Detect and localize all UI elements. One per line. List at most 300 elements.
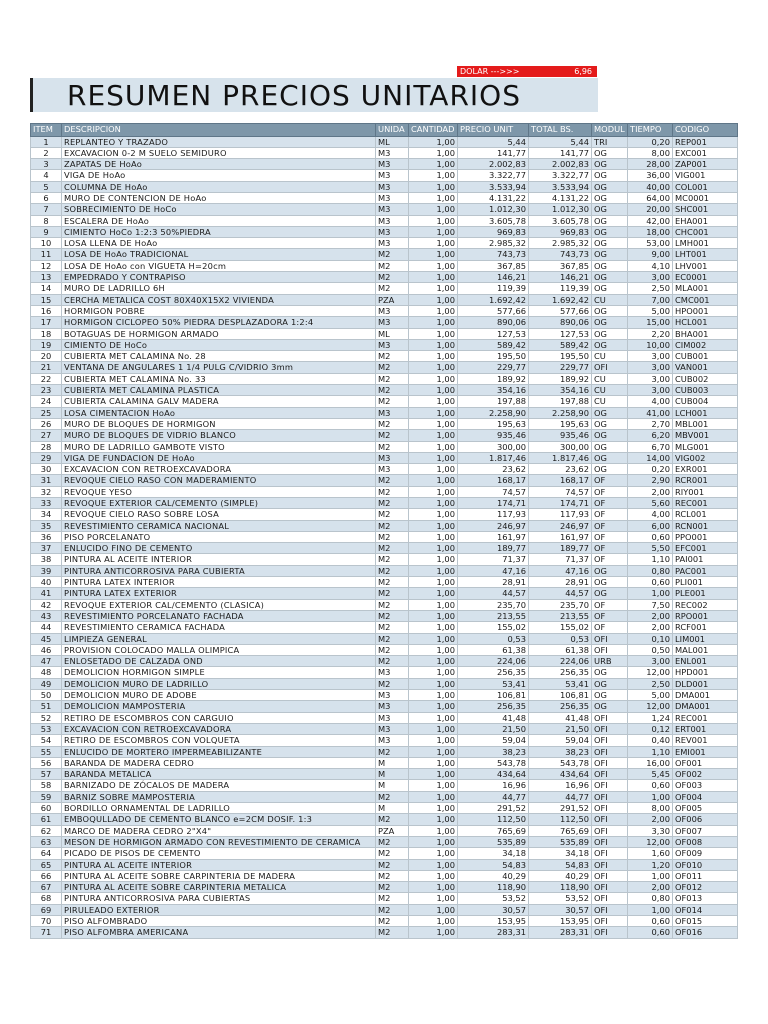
cell-time: 2,20 — [628, 328, 673, 339]
cell-quantity: 1,00 — [409, 656, 458, 667]
cell-description: LOSA DE HoAo TRADICIONAL — [62, 249, 376, 260]
cell-module: CU — [592, 373, 628, 384]
cell-quantity: 1,00 — [409, 226, 458, 237]
cell-time: 12,00 — [628, 667, 673, 678]
table-row — [31, 226, 738, 237]
cell-item: 63 — [31, 836, 62, 847]
cell-unit: M2 — [376, 385, 409, 396]
cell-total: 189,92 — [529, 373, 592, 384]
cell-total: 53,41 — [529, 678, 592, 689]
cell-item: 17 — [31, 317, 62, 328]
page-title: RESUMEN PRECIOS UNITARIOS — [67, 79, 521, 112]
cell-description: CUBIERTA MET CALAMINA PLASTICA — [62, 385, 376, 396]
cell-unit-price: 213,55 — [458, 610, 529, 621]
cell-unit-price: 155,02 — [458, 622, 529, 633]
cell-description: ENLOSETADO DE CALZADA OND — [62, 656, 376, 667]
cell-time: 0,60 — [628, 780, 673, 791]
cell-module: OG — [592, 678, 628, 689]
cell-unit-price: 59,04 — [458, 735, 529, 746]
cell-total: 5,44 — [529, 136, 592, 147]
cell-total: 153,95 — [529, 915, 592, 926]
cell-module: OG — [592, 317, 628, 328]
cell-module: OFI — [592, 825, 628, 836]
cell-module: OF — [592, 531, 628, 542]
cell-code: MBL001 — [673, 418, 738, 429]
table-row — [31, 249, 738, 260]
table-row — [31, 464, 738, 475]
cell-module: OG — [592, 249, 628, 260]
cell-quantity: 1,00 — [409, 373, 458, 384]
cell-total: 2.985,32 — [529, 238, 592, 249]
cell-item: 11 — [31, 249, 62, 260]
cell-unit: M2 — [376, 475, 409, 486]
cell-code: DMA001 — [673, 701, 738, 712]
cell-module: OF — [592, 498, 628, 509]
table-row — [31, 317, 738, 328]
table-row — [31, 633, 738, 644]
cell-item: 30 — [31, 464, 62, 475]
cell-code: OF011 — [673, 870, 738, 881]
cell-quantity: 1,00 — [409, 283, 458, 294]
cell-unit: M2 — [376, 272, 409, 283]
table-row — [31, 554, 738, 565]
cell-code: OF013 — [673, 893, 738, 904]
cell-item: 65 — [31, 859, 62, 870]
cell-total: 1.692,42 — [529, 294, 592, 305]
cell-module: CU — [592, 294, 628, 305]
cell-total: 935,46 — [529, 430, 592, 441]
cell-quantity: 1,00 — [409, 735, 458, 746]
table-row — [31, 159, 738, 170]
cell-item: 58 — [31, 780, 62, 791]
cell-module: OG — [592, 407, 628, 418]
cell-total: 543,78 — [529, 757, 592, 768]
cell-description: BARANDA DE MADERA CEDRO — [62, 757, 376, 768]
cell-quantity: 1,00 — [409, 780, 458, 791]
cell-time: 2,70 — [628, 418, 673, 429]
cell-total: 229,77 — [529, 362, 592, 373]
cell-item: 19 — [31, 339, 62, 350]
cell-item: 5 — [31, 181, 62, 192]
table-row — [31, 825, 738, 836]
cell-module: CU — [592, 385, 628, 396]
cell-description: VIGA DE FUNDACION DE HoAo — [62, 452, 376, 463]
cell-quantity: 1,00 — [409, 644, 458, 655]
cell-time: 0,60 — [628, 915, 673, 926]
cell-description: MURO DE CONTENCION DE HoAo — [62, 192, 376, 203]
cell-unit: M2 — [376, 622, 409, 633]
col-header-unit: UNIDA — [376, 124, 409, 137]
cell-item: 31 — [31, 475, 62, 486]
cell-description: MARCO DE MADERA CEDRO 2"X4" — [62, 825, 376, 836]
cell-code: OF007 — [673, 825, 738, 836]
col-header-time: TIEMPO — [628, 124, 673, 137]
cell-description: PICADO DE PISOS DE CEMENTO — [62, 848, 376, 859]
col-header-item: ITEM — [31, 124, 62, 137]
cell-description: DEMOLICION MAMPOSTERIA — [62, 701, 376, 712]
cell-unit-price: 117,93 — [458, 509, 529, 520]
cell-item: 55 — [31, 746, 62, 757]
cell-item: 44 — [31, 622, 62, 633]
cell-total: 119,39 — [529, 283, 592, 294]
cell-item: 25 — [31, 407, 62, 418]
cell-quantity: 1,00 — [409, 554, 458, 565]
cell-item: 29 — [31, 452, 62, 463]
cell-time: 53,00 — [628, 238, 673, 249]
table-row — [31, 588, 738, 599]
cell-time: 2,50 — [628, 678, 673, 689]
cell-unit: M3 — [376, 723, 409, 734]
cell-description: PINTURA ANTICORROSIVA PARA CUBIERTA — [62, 565, 376, 576]
cell-unit-price: 21,50 — [458, 723, 529, 734]
cell-module: OG — [592, 147, 628, 158]
cell-description: ENLUCIDO FINO DE CEMENTO — [62, 543, 376, 554]
cell-code: MAL001 — [673, 644, 738, 655]
cell-item: 57 — [31, 769, 62, 780]
cell-total: 195,50 — [529, 351, 592, 362]
table-row — [31, 791, 738, 802]
cell-item: 39 — [31, 565, 62, 576]
cell-quantity: 1,00 — [409, 396, 458, 407]
cell-unit: PZA — [376, 825, 409, 836]
cell-description: CIMIENTO HoCo 1:2:3 50%PIEDRA — [62, 226, 376, 237]
cell-code: LCH001 — [673, 407, 738, 418]
cell-unit-price: 44,77 — [458, 791, 529, 802]
cell-time: 7,00 — [628, 294, 673, 305]
cell-module: OFI — [592, 836, 628, 847]
cell-unit-price: 71,37 — [458, 554, 529, 565]
cell-total: 765,69 — [529, 825, 592, 836]
cell-description: LIMPIEZA GENERAL — [62, 633, 376, 644]
cell-description: RETIRO DE ESCOMBROS CON CARGUIO — [62, 712, 376, 723]
table-row — [31, 723, 738, 734]
cell-description: CUBIERTA MET CALAMINA No. 28 — [62, 351, 376, 362]
cell-quantity: 1,00 — [409, 520, 458, 531]
cell-description: PINTURA LATEX EXTERIOR — [62, 588, 376, 599]
cell-time: 1,00 — [628, 870, 673, 881]
cell-code: CHC001 — [673, 226, 738, 237]
cell-module: OG — [592, 577, 628, 588]
dollar-rate-label: DOLAR --->>> — [460, 67, 520, 76]
cell-total: 59,04 — [529, 735, 592, 746]
cell-total: 246,97 — [529, 520, 592, 531]
cell-item: 67 — [31, 882, 62, 893]
cell-total: 117,93 — [529, 509, 592, 520]
table-row — [31, 238, 738, 249]
table-row — [31, 475, 738, 486]
cell-description: PINTURA ANTICORROSIVA PARA CUBIERTAS — [62, 893, 376, 904]
table-row — [31, 814, 738, 825]
cell-unit-price: 146,21 — [458, 272, 529, 283]
cell-unit-price: 4.131,22 — [458, 192, 529, 203]
table-row — [31, 915, 738, 926]
cell-code: OF009 — [673, 848, 738, 859]
cell-description: CERCHA METALICA COST 80X40X15X2 VIVIENDA — [62, 294, 376, 305]
cell-unit-price: 434,64 — [458, 769, 529, 780]
cell-time: 8,00 — [628, 803, 673, 814]
cell-unit: PZA — [376, 294, 409, 305]
cell-item: 48 — [31, 667, 62, 678]
cell-total: 40,29 — [529, 870, 592, 881]
cell-time: 5,00 — [628, 690, 673, 701]
cell-unit-price: 543,78 — [458, 757, 529, 768]
cell-module: OF — [592, 622, 628, 633]
cell-module: OG — [592, 441, 628, 452]
cell-code: EMI001 — [673, 746, 738, 757]
cell-total: 283,31 — [529, 927, 592, 938]
cell-unit-price: 30,57 — [458, 904, 529, 915]
cell-unit: M2 — [376, 509, 409, 520]
cell-quantity: 1,00 — [409, 757, 458, 768]
cell-unit-price: 935,46 — [458, 430, 529, 441]
table-row — [31, 204, 738, 215]
cell-module: OG — [592, 339, 628, 350]
cell-unit: M2 — [376, 746, 409, 757]
cell-time: 9,00 — [628, 249, 673, 260]
cell-total: 74,57 — [529, 486, 592, 497]
table-row — [31, 870, 738, 881]
cell-unit: M — [376, 803, 409, 814]
cell-total: 291,52 — [529, 803, 592, 814]
cell-description: VIGA DE HoAo — [62, 170, 376, 181]
cell-time: 4,00 — [628, 509, 673, 520]
cell-quantity: 1,00 — [409, 701, 458, 712]
cell-unit: M2 — [376, 418, 409, 429]
table-row — [31, 543, 738, 554]
cell-code: CUB001 — [673, 351, 738, 362]
cell-unit-price: 1.012,30 — [458, 204, 529, 215]
cell-unit: M2 — [376, 351, 409, 362]
cell-unit: M3 — [376, 181, 409, 192]
cell-module: OG — [592, 159, 628, 170]
cell-description: REVOQUE YESO — [62, 486, 376, 497]
cell-description: PINTURA AL ACEITE SOBRE CARPINTERIA METALICA — [62, 882, 376, 893]
cell-quantity: 1,00 — [409, 362, 458, 373]
cell-code: CIM002 — [673, 339, 738, 350]
cell-code: OF014 — [673, 904, 738, 915]
cell-unit: M2 — [376, 882, 409, 893]
cell-item: 69 — [31, 904, 62, 915]
cell-unit-price: 229,77 — [458, 362, 529, 373]
cell-code: LHV001 — [673, 260, 738, 271]
cell-module: OFI — [592, 791, 628, 802]
cell-description: PISO ALFOMBRADO — [62, 915, 376, 926]
cell-total: 146,21 — [529, 272, 592, 283]
cell-description: REVOQUE EXTERIOR CAL/CEMENTO (SIMPLE) — [62, 498, 376, 509]
cell-description: BARANDA METALICA — [62, 769, 376, 780]
cell-item: 60 — [31, 803, 62, 814]
cell-quantity: 1,00 — [409, 136, 458, 147]
cell-unit: M3 — [376, 690, 409, 701]
cell-module: OFI — [592, 362, 628, 373]
cell-code: EFC001 — [673, 543, 738, 554]
cell-total: 256,35 — [529, 667, 592, 678]
cell-total: 3.605,78 — [529, 215, 592, 226]
cell-unit-price: 34,18 — [458, 848, 529, 859]
cell-module: OF — [592, 543, 628, 554]
table-row — [31, 803, 738, 814]
cell-time: 2,00 — [628, 622, 673, 633]
cell-total: 38,23 — [529, 746, 592, 757]
table-row — [31, 678, 738, 689]
cell-unit-price: 189,92 — [458, 373, 529, 384]
table-row — [31, 757, 738, 768]
cell-code: PAC001 — [673, 565, 738, 576]
cell-unit-price: 256,35 — [458, 701, 529, 712]
cell-time: 1,00 — [628, 791, 673, 802]
cell-code: OF001 — [673, 757, 738, 768]
cell-description: REVESTIMIENTO CERAMICA FACHADA — [62, 622, 376, 633]
cell-description: VENTANA DE ANGULARES 1 1/4 PULG C/VIDRIO 3mm — [62, 362, 376, 373]
cell-time: 0,60 — [628, 577, 673, 588]
cell-item: 2 — [31, 147, 62, 158]
cell-item: 15 — [31, 294, 62, 305]
cell-module: OG — [592, 283, 628, 294]
dollar-rate-value: 6,96 — [574, 67, 592, 76]
table-row — [31, 260, 738, 271]
cell-item: 4 — [31, 170, 62, 181]
table-row — [31, 882, 738, 893]
cell-time: 1,00 — [628, 904, 673, 915]
cell-description: REVOQUE EXTERIOR CAL/CEMENTO (CLASICA) — [62, 599, 376, 610]
cell-code: OF005 — [673, 803, 738, 814]
cell-unit: M3 — [376, 712, 409, 723]
cell-description: EMBOQULLADO DE CEMENTO BLANCO e=2CM DOSIF. 1:3 — [62, 814, 376, 825]
table-row — [31, 927, 738, 938]
table-row — [31, 735, 738, 746]
cell-unit-price: 53,41 — [458, 678, 529, 689]
cell-quantity: 1,00 — [409, 294, 458, 305]
cell-time: 18,00 — [628, 226, 673, 237]
cell-total: 161,97 — [529, 531, 592, 542]
cell-total: 256,35 — [529, 701, 592, 712]
cell-quantity: 1,00 — [409, 407, 458, 418]
cell-time: 16,00 — [628, 757, 673, 768]
cell-item: 6 — [31, 192, 62, 203]
cell-module: OF — [592, 610, 628, 621]
cell-code: BHA001 — [673, 328, 738, 339]
table-row — [31, 192, 738, 203]
cell-quantity: 1,00 — [409, 678, 458, 689]
cell-code: HCL001 — [673, 317, 738, 328]
cell-total: 4.131,22 — [529, 192, 592, 203]
cell-description: SOBRECIMIENTO DE HoCo — [62, 204, 376, 215]
cell-unit-price: 195,63 — [458, 418, 529, 429]
cell-module: OFI — [592, 746, 628, 757]
cell-unit: M3 — [376, 701, 409, 712]
cell-item: 18 — [31, 328, 62, 339]
cell-quantity: 1,00 — [409, 159, 458, 170]
table-row — [31, 893, 738, 904]
cell-unit-price: 354,16 — [458, 385, 529, 396]
cell-item: 66 — [31, 870, 62, 881]
cell-item: 3 — [31, 159, 62, 170]
cell-unit-price: 23,62 — [458, 464, 529, 475]
cell-module: OG — [592, 226, 628, 237]
cell-time: 12,00 — [628, 836, 673, 847]
cell-description: ESCALERA DE HoAo — [62, 215, 376, 226]
cell-unit: M3 — [376, 215, 409, 226]
cell-unit: M2 — [376, 633, 409, 644]
cell-code: PLI001 — [673, 577, 738, 588]
cell-time: 1,24 — [628, 712, 673, 723]
cell-quantity: 1,00 — [409, 441, 458, 452]
cell-description: ENLUCIDO DE MORTERO IMPERMEABILIZANTE — [62, 746, 376, 757]
cell-unit: M2 — [376, 848, 409, 859]
cell-quantity: 1,00 — [409, 486, 458, 497]
cell-code: PPO001 — [673, 531, 738, 542]
cell-total: 44,77 — [529, 791, 592, 802]
cell-quantity: 1,00 — [409, 351, 458, 362]
table-header-row — [31, 124, 738, 137]
cell-time: 40,00 — [628, 181, 673, 192]
cell-total: 106,81 — [529, 690, 592, 701]
cell-item: 38 — [31, 554, 62, 565]
table-row — [31, 848, 738, 859]
table-row — [31, 339, 738, 350]
cell-description: MURO DE BLOQUES DE HORMIGON — [62, 418, 376, 429]
cell-total: 2.258,90 — [529, 407, 592, 418]
cell-unit: M3 — [376, 407, 409, 418]
cell-item: 68 — [31, 893, 62, 904]
cell-unit-price: 765,69 — [458, 825, 529, 836]
cell-total: 300,00 — [529, 441, 592, 452]
cell-unit: M2 — [376, 520, 409, 531]
col-header-description: DESCRIPCION — [62, 124, 376, 137]
cell-total: 54,83 — [529, 859, 592, 870]
cell-time: 0,12 — [628, 723, 673, 734]
table-row — [31, 170, 738, 181]
cell-quantity: 1,00 — [409, 418, 458, 429]
cell-description: HORMIGON POBRE — [62, 305, 376, 316]
cell-code: EC0001 — [673, 272, 738, 283]
cell-total: 589,42 — [529, 339, 592, 350]
cell-code: RCN001 — [673, 520, 738, 531]
cell-time: 0,60 — [628, 531, 673, 542]
table-row — [31, 622, 738, 633]
cell-time: 20,00 — [628, 204, 673, 215]
cell-item: 41 — [31, 588, 62, 599]
cell-total: 743,73 — [529, 249, 592, 260]
cell-time: 7,50 — [628, 599, 673, 610]
cell-quantity: 1,00 — [409, 565, 458, 576]
cell-item: 7 — [31, 204, 62, 215]
cell-time: 3,30 — [628, 825, 673, 836]
table-row — [31, 181, 738, 192]
cell-total: 434,64 — [529, 769, 592, 780]
cell-description: DEMOLICION MURO DE ADOBE — [62, 690, 376, 701]
cell-item: 14 — [31, 283, 62, 294]
cell-module: OFI — [592, 803, 628, 814]
cell-module: OFI — [592, 769, 628, 780]
cell-quantity: 1,00 — [409, 464, 458, 475]
cell-code: PLE001 — [673, 588, 738, 599]
cell-code: REV001 — [673, 735, 738, 746]
cell-description: REVOQUE CIELO RASO SOBRE LOSA — [62, 509, 376, 520]
cell-quantity: 1,00 — [409, 803, 458, 814]
table-row — [31, 147, 738, 158]
cell-quantity: 1,00 — [409, 723, 458, 734]
cell-code: OF016 — [673, 927, 738, 938]
cell-module: OFI — [592, 904, 628, 915]
table-row — [31, 498, 738, 509]
cell-unit: M — [376, 769, 409, 780]
cell-code: ENL001 — [673, 656, 738, 667]
cell-quantity: 1,00 — [409, 339, 458, 350]
cell-time: 2,00 — [628, 814, 673, 825]
cell-module: OG — [592, 204, 628, 215]
cell-item: 32 — [31, 486, 62, 497]
